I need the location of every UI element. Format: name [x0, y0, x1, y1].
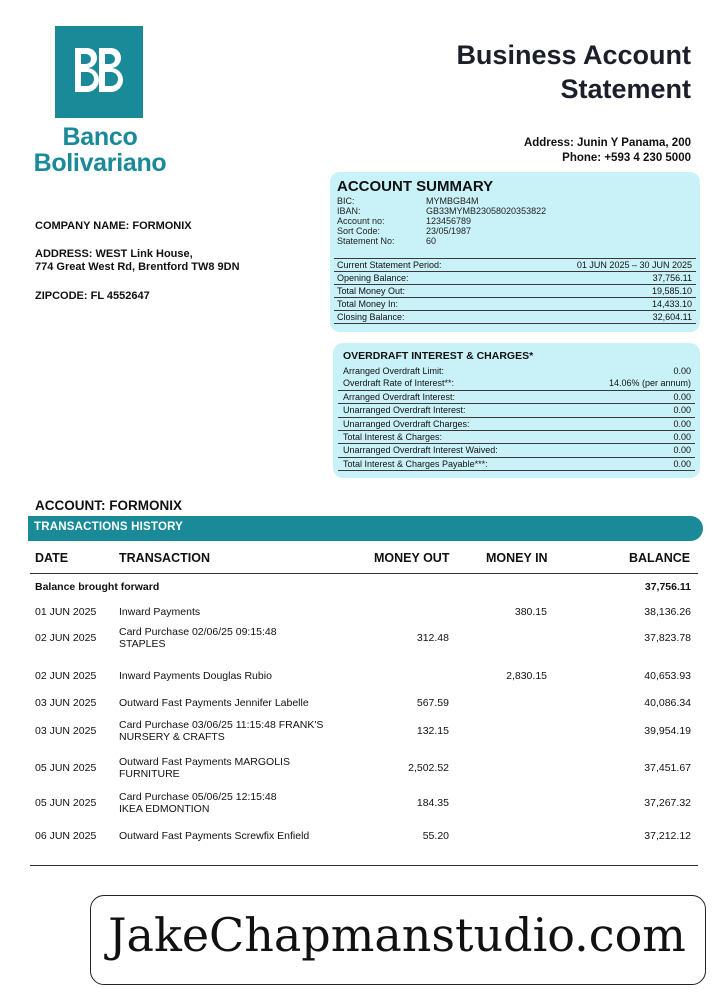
- summary-field-value: 23/05/1987: [426, 226, 472, 236]
- overdraft-row-label: Overdraft Rate of Interest**:: [343, 378, 455, 388]
- overdraft-row-label: Total Interest & Charges Payable***:: [343, 458, 488, 469]
- summary-field-label: Account no:: [337, 216, 385, 226]
- overdraft-row-value: 0.00: [673, 366, 691, 376]
- bank-name-line1: Banco: [62, 123, 138, 151]
- summary-field-label: Statement No:: [337, 236, 395, 246]
- row-description-line1: Card Purchase 05/06/25 12:15:48: [119, 791, 277, 803]
- row-description-line1: Outward Fast Payments Screwfix Enfield: [119, 830, 310, 842]
- row-date: 02 JUN 2025: [35, 670, 97, 682]
- row-description-line1: Outward Fast Payments Jennifer Labelle: [119, 697, 309, 709]
- row-date: 03 JUN 2025: [35, 725, 97, 737]
- company-name: COMPANY NAME: FORMONIX: [35, 220, 192, 232]
- row-balance: 37,267.32: [644, 797, 691, 809]
- brought-forward-balance: 37,756.11: [644, 581, 691, 593]
- row-money-out: 184.35: [416, 797, 449, 809]
- row-money-out: 312.48: [416, 632, 449, 644]
- row-date: 03 JUN 2025: [35, 697, 97, 709]
- overdraft-row-value: 0.00: [673, 392, 691, 402]
- header-divider: [30, 573, 698, 574]
- summary-field-value: 123456789: [426, 216, 472, 226]
- row-date: 05 JUN 2025: [35, 797, 97, 809]
- row-description-line2: FURNITURE: [119, 768, 180, 780]
- overdraft-row-label: Total Interest & Charges:: [343, 431, 443, 442]
- row-balance: 40,086.34: [644, 697, 691, 709]
- summary-field-value: MYMBGB4M: [426, 196, 479, 206]
- company-address-line2: 774 Great West Rd, Brentford TW8 9DN: [35, 261, 240, 273]
- overdraft-row-label: Unarranged Overdraft Charges:: [343, 418, 470, 429]
- row-balance: 37,212.12: [644, 830, 691, 842]
- overdraft-row-value: 14.06% (per annum): [608, 378, 691, 388]
- row-description-line1: Outward Fast Payments MARGOLIS: [119, 756, 290, 768]
- summary-field-value: GB33MYMB23058020353822: [426, 206, 547, 216]
- company-address-line1: ADDRESS: WEST Link House,: [35, 248, 193, 260]
- bank-name-line2: Bolivariano: [33, 149, 167, 177]
- summary-field-label: BIC:: [337, 196, 355, 206]
- bank-phone: Phone: +593 4 230 5000: [562, 152, 691, 164]
- overdraft-row-value: 0.00: [673, 418, 691, 429]
- summary-row-label: Opening Balance:: [337, 273, 409, 283]
- brought-forward-label: Balance brought forward: [35, 581, 160, 593]
- row-description-line1: Inward Payments Douglas Rubio: [119, 670, 272, 682]
- bank-contact: [524, 136, 691, 166]
- watermark: JakeChapmanstudio.com: [108, 908, 686, 962]
- row-money-in: 380.15: [514, 606, 547, 618]
- row-date: 06 JUN 2025: [35, 830, 97, 842]
- statement-title-line1: Business Account: [456, 40, 691, 70]
- overdraft-row-label: Unarranged Overdraft Interest Waived:: [343, 445, 498, 456]
- summary-row-label: Current Statement Period:: [337, 260, 442, 270]
- summary-field-label: Sort Code:: [337, 226, 381, 236]
- row-description-line1: Inward Payments: [119, 606, 201, 618]
- overdraft-row-value: 0.00: [673, 405, 691, 416]
- row-money-out: 55.20: [422, 830, 449, 842]
- summary-row-divider: [334, 323, 696, 324]
- row-description-line1: Card Purchase 02/06/25 09:15:48: [119, 626, 277, 638]
- summary-row-label: Total Money Out:: [337, 286, 406, 296]
- summary-row-value: 19,585.10: [651, 286, 692, 296]
- overdraft-row-value: 0.00: [673, 431, 691, 442]
- summary-row-value: 14,433.10: [651, 299, 692, 309]
- row-description-line2: NURSERY & CRAFTS: [119, 731, 225, 743]
- bank-logo: [55, 26, 143, 118]
- overdraft-row-value: 0.00: [673, 445, 691, 456]
- table-bottom-divider: [30, 865, 698, 866]
- row-balance: 37,823.78: [644, 632, 691, 644]
- row-date: 05 JUN 2025: [35, 762, 97, 774]
- overdraft-row-divider: [338, 470, 695, 471]
- overdraft-title: OVERDRAFT INTEREST & CHARGES*: [343, 350, 534, 362]
- column-header-date: DATE: [35, 551, 69, 565]
- summary-row-value: 37,756.11: [652, 273, 692, 283]
- row-date: 01 JUN 2025: [35, 606, 97, 618]
- account-summary-title: ACCOUNT SUMMARY: [337, 178, 494, 195]
- column-header-money-in: MONEY IN: [486, 551, 548, 565]
- row-description-line1: Card Purchase 03/06/25 11:15:48 FRANK'S: [119, 719, 324, 731]
- column-header-transaction: TRANSACTION: [119, 551, 210, 565]
- account-label: ACCOUNT: FORMONIX: [35, 498, 182, 513]
- row-money-out: 132.15: [416, 725, 449, 737]
- transactions-section-title: TRANSACTIONS HISTORY: [34, 521, 184, 533]
- statement-title: [456, 38, 691, 106]
- column-header-balance: BALANCE: [629, 551, 691, 565]
- bank-logo-mark: [55, 26, 143, 118]
- summary-row-label: Total Money In:: [337, 299, 399, 309]
- summary-row-label: Closing Balance:: [337, 312, 405, 322]
- bank-name: [30, 124, 170, 176]
- overdraft-row-value: 0.00: [673, 458, 691, 469]
- row-balance: 38,136.26: [644, 606, 691, 618]
- summary-field-value: 60: [426, 236, 437, 246]
- summary-row-value: 01 JUN 2025 – 30 JUN 2025: [576, 260, 692, 270]
- row-money-in: 2,830.15: [506, 670, 547, 682]
- company-zipcode: ZIPCODE: FL 4552647: [35, 290, 150, 302]
- row-money-out: 567.59: [416, 697, 449, 709]
- summary-field-label: IBAN:: [337, 206, 361, 216]
- row-description-line2: IKEA EDMONTION: [119, 803, 210, 815]
- column-header-money-out: MONEY OUT: [374, 551, 450, 565]
- row-date: 02 JUN 2025: [35, 632, 97, 644]
- row-balance: 37,451.67: [644, 762, 691, 774]
- row-balance: 40,653.93: [644, 670, 691, 682]
- overdraft-row-label: Arranged Overdraft Interest:: [343, 392, 456, 402]
- summary-row-value: 32,604.11: [652, 312, 692, 322]
- row-description-line2: STAPLES: [119, 638, 166, 650]
- row-balance: 39,954.19: [644, 725, 691, 737]
- bank-address: Address: Junin Y Panama, 200: [523, 137, 691, 149]
- overdraft-row-label: Unarranged Overdraft Interest:: [343, 405, 466, 416]
- statement-title-line2: Statement: [560, 74, 691, 104]
- row-money-out: 2,502.52: [408, 762, 449, 774]
- overdraft-row-label: Arranged Overdraft Limit:: [343, 366, 445, 376]
